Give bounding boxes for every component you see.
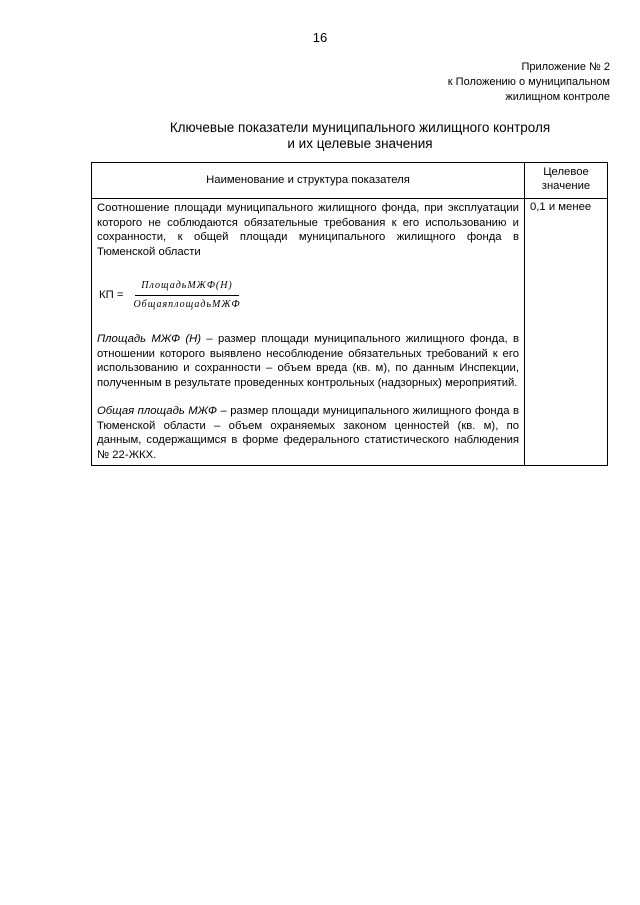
- appendix-line-3: жилищном контроле: [505, 91, 610, 103]
- title-line-1: Ключевые показатели муниципального жилищного контроля: [169, 120, 551, 135]
- indicator-description: Соотношение площади муниципального жилищного фонда, при эксплуатации которого не соблюдаются обязательные требования к его использованию и сохранности, к общей площади муниципального жилищного фонда в Тюменской области: [97, 202, 519, 258]
- title-line-2: и их целевые значения: [287, 136, 433, 151]
- definition-2-text: – размер площади муниципального жилищного фонда в Тюменской области – объем охраняемых законом ценностей (кв. м), по данным, содержащимся в форме федерального статистического наблюдения № 22-ЖКХ.: [97, 405, 519, 461]
- formula: [99, 279, 519, 312]
- kpi-table: [91, 162, 608, 466]
- formula-fraction: [131, 279, 242, 312]
- header-indicator-name: Наименование и структура показателя: [92, 163, 525, 199]
- definition-2-term: Общая площадь МЖФ: [97, 405, 217, 417]
- formula-numerator: ПлощадьМЖФ(Н): [135, 279, 239, 296]
- appendix-line-1: Приложение № 2: [521, 61, 610, 73]
- appendix-line-2: к Положению о муниципальном: [447, 76, 610, 88]
- page-number: 16: [312, 30, 328, 45]
- header-target-value: Целевое значение: [525, 163, 608, 199]
- formula-denominator: ОбщаяплощадьМЖФ: [133, 298, 241, 310]
- definition-1: [97, 332, 519, 390]
- definition-1-text: – размер площади муниципального жилищного фонда, в отношении которого выявлено несоблюдение обязательных требований к его использованию и сохранности – объем вреда (кв. м), по данным Инспекции, полученным в результате проведенных контрольных (надзорных) мероприятий.: [97, 333, 519, 389]
- formula-label: КП =: [99, 289, 124, 302]
- definition-1-term: Площадь МЖФ (Н): [97, 333, 202, 345]
- table-header-row: [92, 163, 608, 199]
- target-value-cell: [525, 199, 608, 466]
- target-value: 0,1 и менее: [530, 201, 592, 213]
- indicator-cell: [92, 199, 525, 466]
- definition-2: [97, 404, 519, 462]
- document-title: [0, 120, 640, 152]
- table-row: [92, 199, 608, 466]
- appendix-reference: [448, 60, 610, 105]
